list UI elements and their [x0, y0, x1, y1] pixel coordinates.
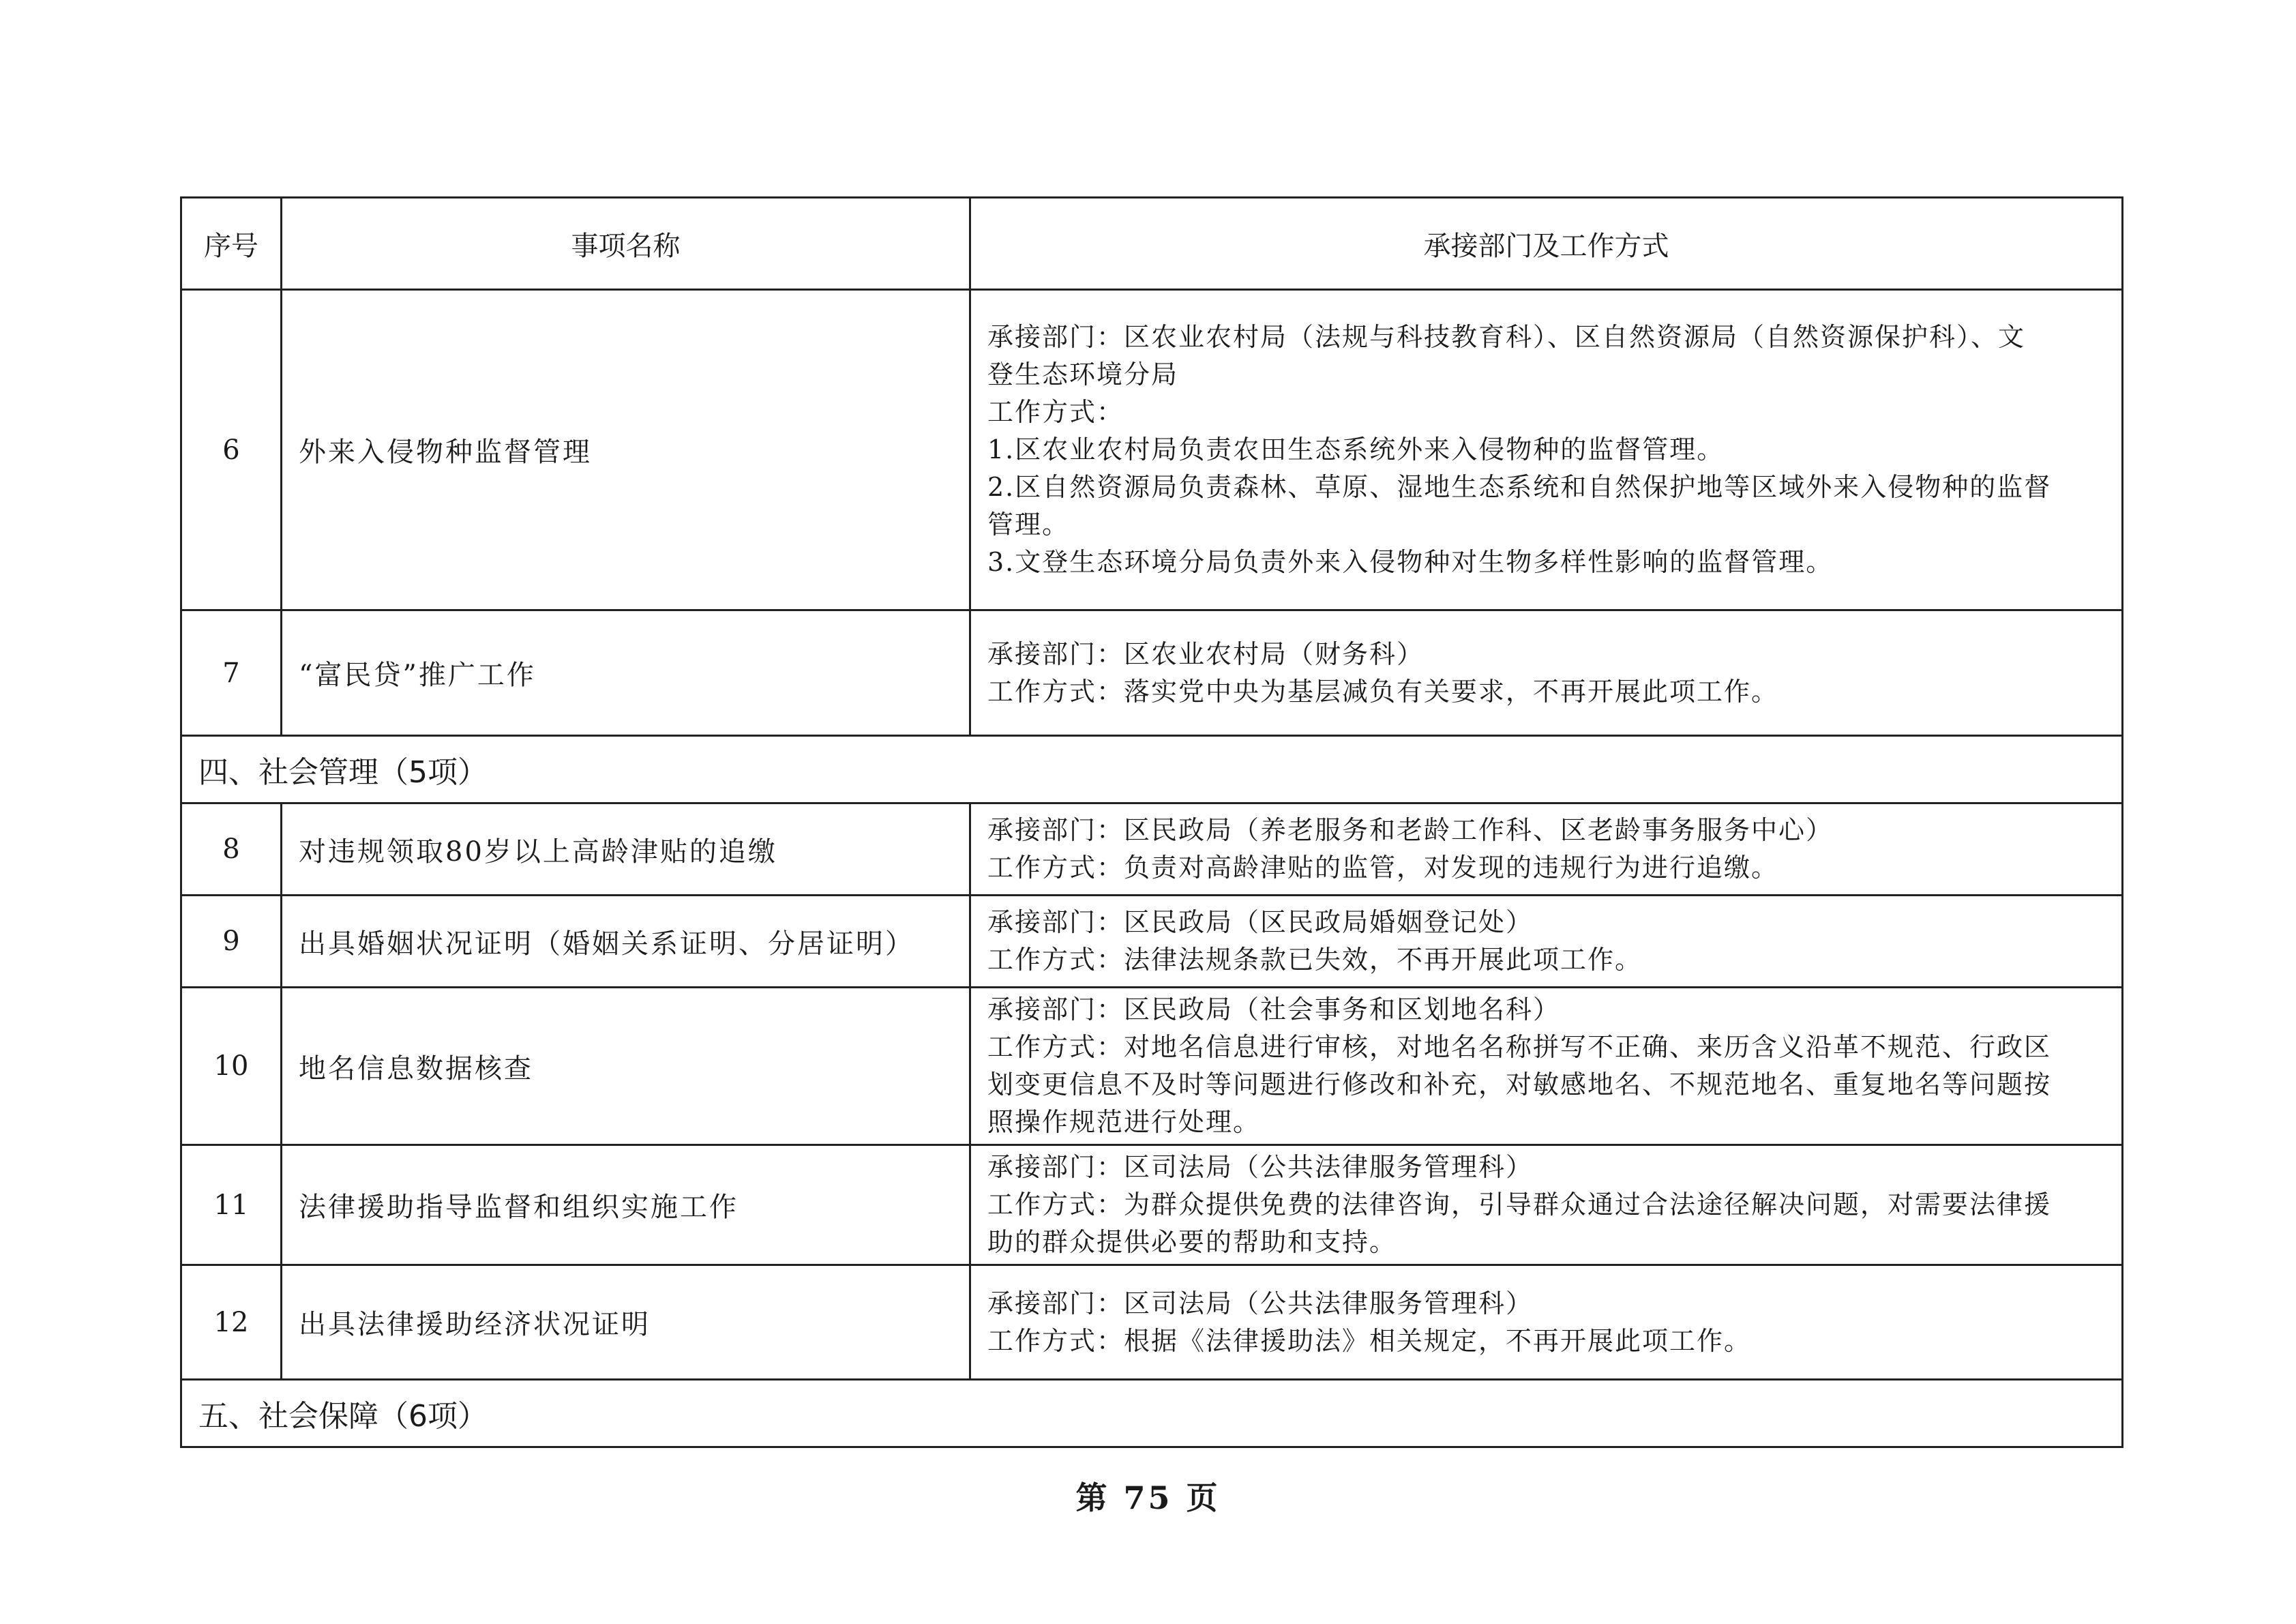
dept-line: 工作方式：负责对高龄津贴的监管，对发现的违规行为进行追缴。 [987, 853, 1779, 883]
row-no: 7 [181, 610, 282, 736]
dept-line: 助的群众提供必要的帮助和支持。 [987, 1227, 1397, 1257]
header-dept: 承接部门及工作方式 [970, 198, 2123, 290]
row-dept [970, 1145, 2123, 1265]
header-no: 序号 [181, 198, 282, 290]
dept-line: 承接部门：区司法局（公共法律服务管理科） [987, 1152, 1534, 1182]
row-no: 10 [181, 988, 282, 1145]
table-row [181, 290, 2123, 610]
dept-line: 承接部门：区民政局（养老服务和老龄工作科、区老龄事务服务中心） [987, 815, 1834, 845]
dept-line: 照操作规范进行处理。 [987, 1107, 1261, 1137]
dept-line: 工作方式：根据《法律援助法》相关规定，不再开展此项工作。 [987, 1325, 1752, 1356]
dept-line: 承接部门：区农业农村局（财务科） [987, 638, 1425, 669]
row-no: 6 [181, 290, 282, 610]
dept-line: 工作方式：为群众提供免费的法律咨询，引导群众通过合法途径解决问题，对需要法律援 [987, 1190, 2052, 1220]
dept-line: 2.区自然资源局负责森林、草原、湿地生态系统和自然保护地等区域外来入侵物种的监督 [987, 472, 2052, 502]
row-no: 11 [181, 1145, 282, 1265]
row-dept [970, 896, 2123, 988]
dept-line: 1.区农业农村局负责农田生态系统外来入侵物种的监督管理。 [987, 434, 1725, 464]
row-dept [970, 610, 2123, 736]
row-dept [970, 988, 2123, 1145]
section-title: 四、社会管理（5项） [181, 736, 2123, 803]
dept-line: 承接部门：区司法局（公共法律服务管理科） [987, 1288, 1534, 1318]
row-name: 外来入侵物种监督管理 [282, 290, 970, 610]
row-dept [970, 290, 2123, 610]
row-no: 12 [181, 1265, 282, 1380]
dept-line: 划变更信息不及时等问题进行修改和补充，对敏感地名、不规范地名、重复地名等问题按 [987, 1069, 2052, 1099]
row-name: 出具婚姻状况证明（婚姻关系证明、分居证明） [282, 896, 970, 988]
row-no: 8 [181, 803, 282, 896]
table-row [181, 988, 2123, 1145]
row-dept [970, 1265, 2123, 1380]
table-row [181, 1145, 2123, 1265]
dept-line: 管理。 [987, 510, 1070, 540]
row-name: “富民贷”推广工作 [282, 610, 970, 736]
row-no: 9 [181, 896, 282, 988]
dept-line: 工作方式：法律法规条款已失效，不再开展此项工作。 [987, 945, 1643, 975]
page-number: 第 75 页 [1075, 1479, 1221, 1516]
section-row [181, 736, 2123, 803]
dept-line: 工作方式：落实党中央为基层减负有关要求，不再开展此项工作。 [987, 676, 1779, 707]
dept-line: 工作方式： [987, 397, 1124, 427]
section-row [181, 1380, 2123, 1447]
items-table [180, 196, 2123, 1448]
table-header-row [181, 198, 2123, 290]
row-name: 出具法律援助经济状况证明 [282, 1265, 970, 1380]
table-row [181, 896, 2123, 988]
dept-line: 工作方式：对地名信息进行审核，对地名名称拼写不正确、来历含义沿革不规范、行政区 [987, 1032, 2052, 1062]
table-row [181, 803, 2123, 896]
row-name: 对违规领取80岁以上高龄津贴的追缴 [282, 803, 970, 896]
table-row [181, 610, 2123, 736]
dept-line: 3.文登生态环境分局负责外来入侵物种对生物多样性影响的监督管理。 [987, 547, 1834, 577]
section-title: 五、社会保障（6项） [181, 1380, 2123, 1447]
row-dept [970, 803, 2123, 896]
dept-line: 承接部门：区民政局（区民政局婚姻登记处） [987, 907, 1534, 937]
table-row [181, 1265, 2123, 1380]
dept-line: 承接部门：区民政局（社会事务和区划地名科） [987, 994, 1561, 1024]
dept-line: 承接部门：区农业农村局（法规与科技教育科）、区自然资源局（自然资源保护科）、文 [987, 322, 2026, 352]
row-name: 地名信息数据核查 [282, 988, 970, 1145]
header-name: 事项名称 [282, 198, 970, 290]
dept-line: 登生态环境分局 [987, 359, 1179, 389]
row-name: 法律援助指导监督和组织实施工作 [282, 1145, 970, 1265]
